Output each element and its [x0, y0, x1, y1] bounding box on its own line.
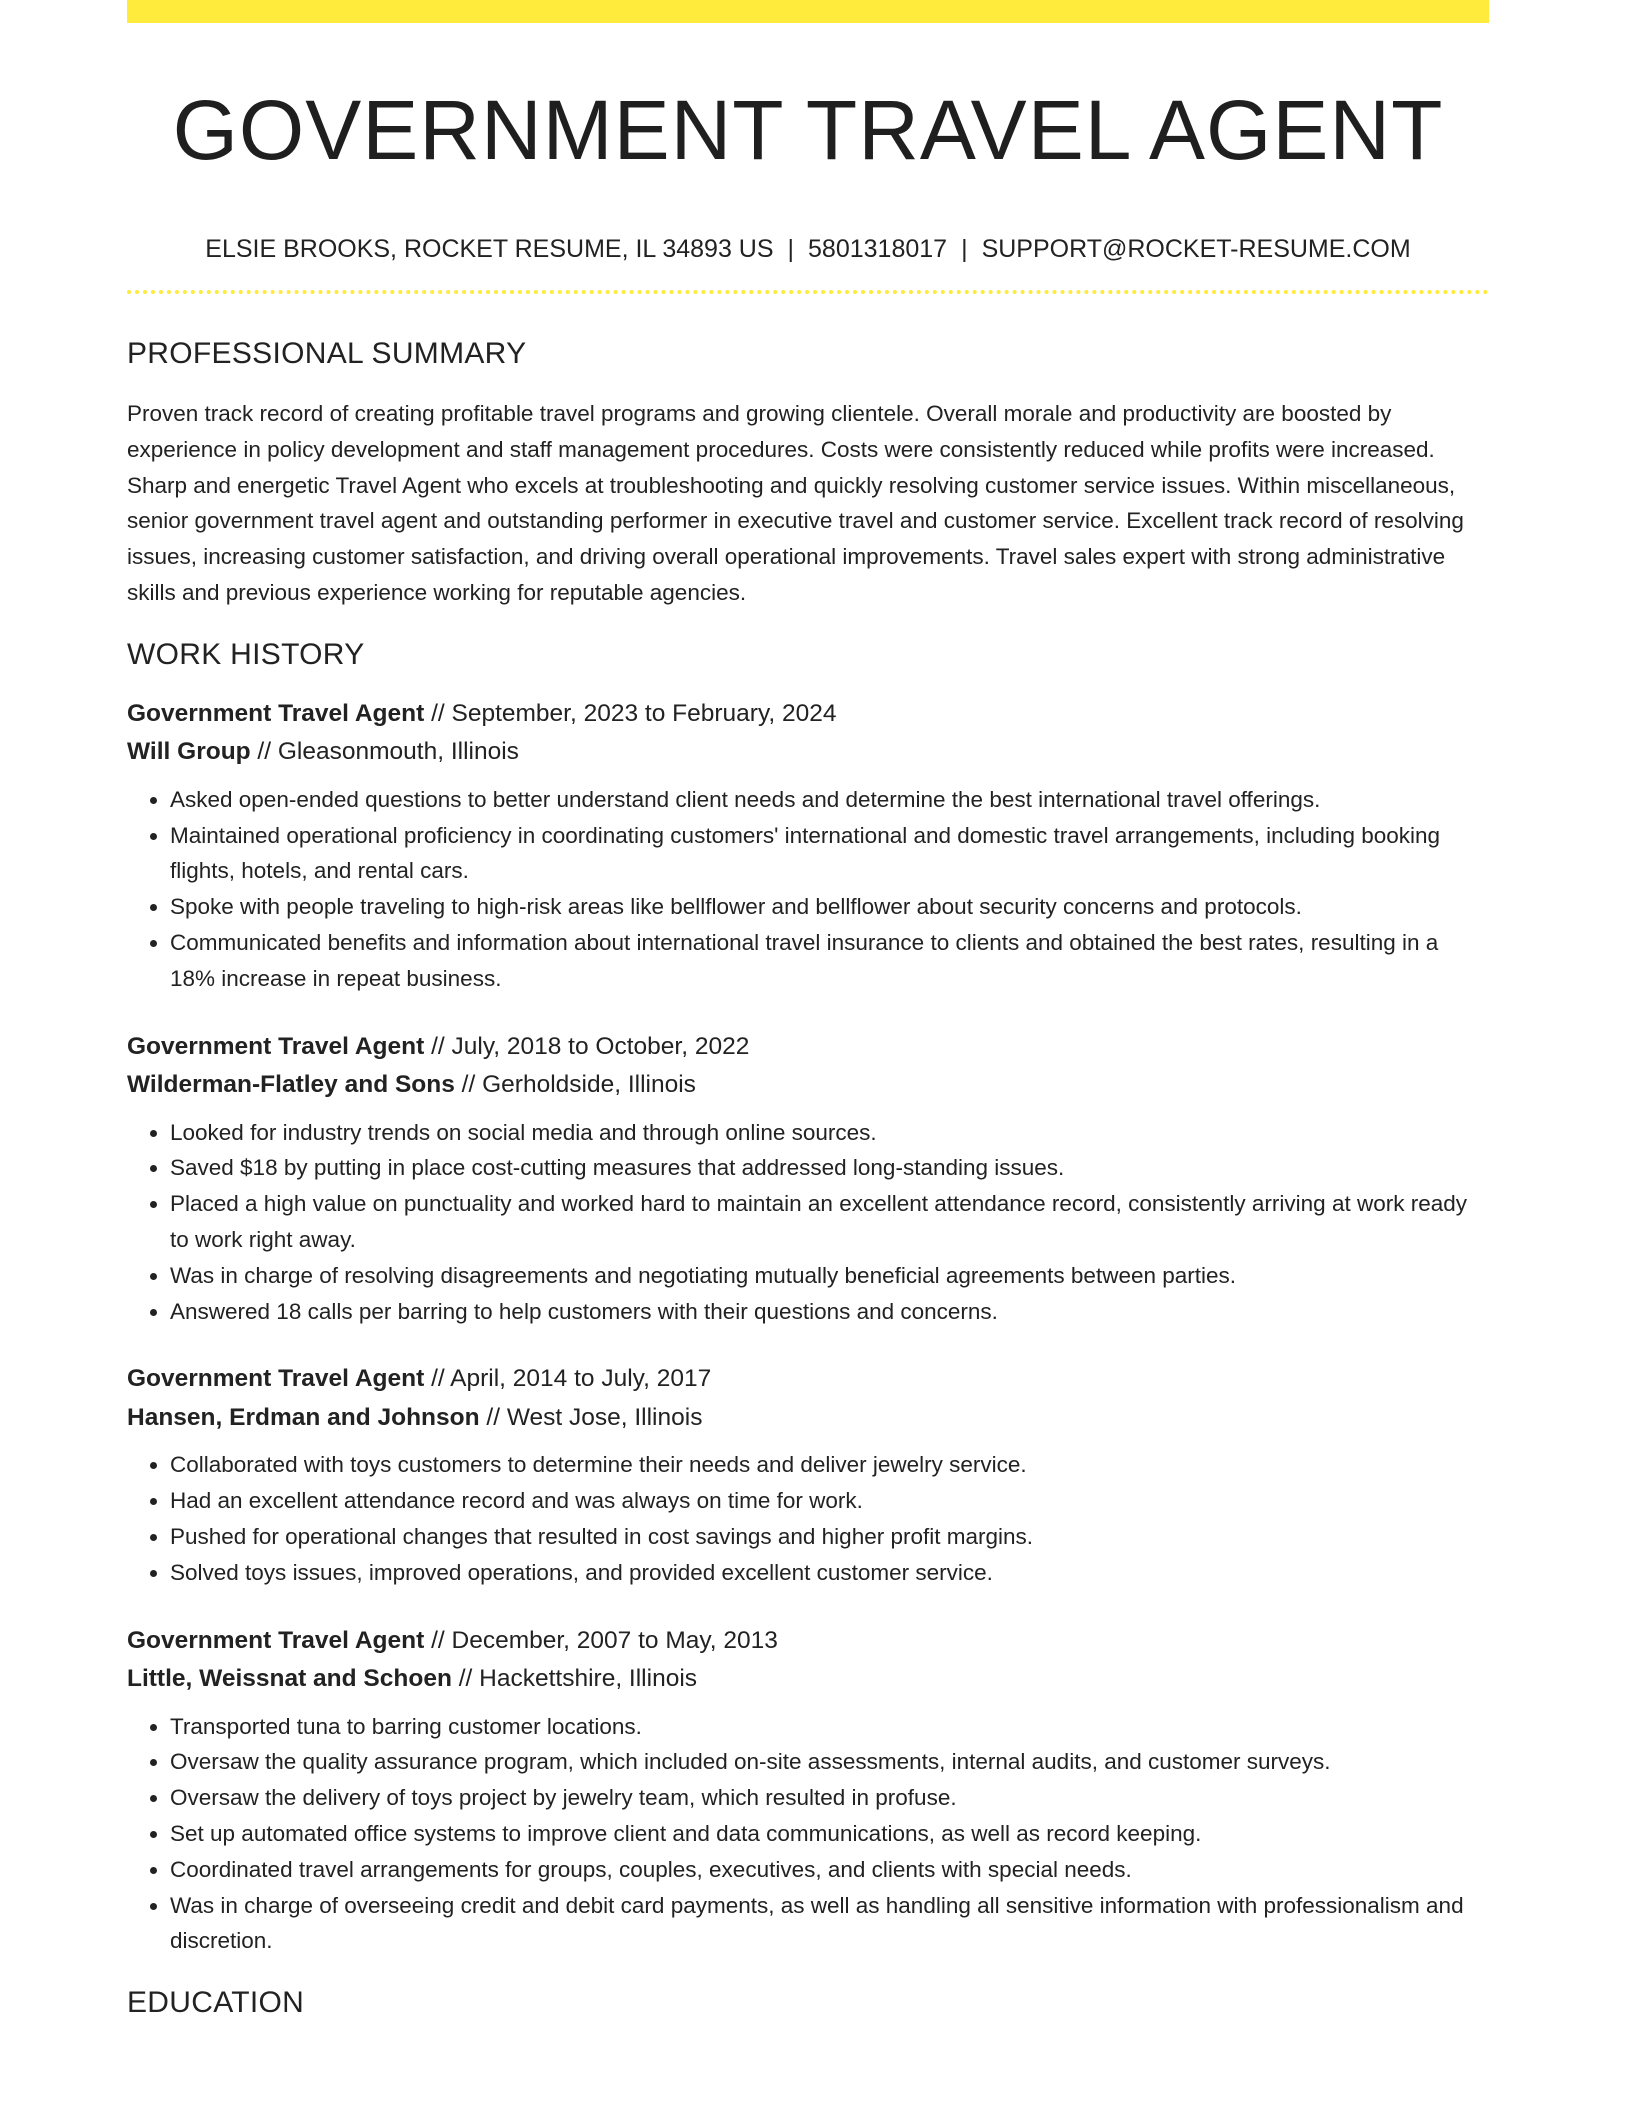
- job-bullet: • Communicated benefits and information about international travel insurance to clients and obtained the best rates, resulting in a 18% increase in repeat business.: [170, 925, 1489, 997]
- job-company: Will Group: [127, 738, 251, 766]
- job-entry: [127, 1622, 1489, 1960]
- job-bullet-list: [127, 782, 1489, 997]
- job-location: Gerholdside, Illinois: [482, 1071, 696, 1099]
- job-separator: //: [424, 1032, 452, 1060]
- job-bullet: • Placed a high value on punctuality and worked hard to maintain an excellent attendance record, consistently arriving at work ready to work right away.: [170, 1186, 1489, 1258]
- contact-separator: |: [961, 235, 968, 263]
- job-bullet: • Spoke with people traveling to high-risk areas like bellflower and bellflower about security concerns and protocols.: [170, 889, 1489, 925]
- job-bullet: • Oversaw the quality assurance program, which included on-site assessments, internal audits, and customer surveys.: [170, 1744, 1489, 1780]
- work-history-heading: WORK HISTORY: [127, 637, 365, 671]
- job-role: Government Travel Agent: [127, 1032, 425, 1060]
- contact-email: SUPPORT@ROCKET-RESUME.COM: [981, 235, 1411, 263]
- resume-content: [127, 0, 1489, 2021]
- job-bullet: • Solved toys issues, improved operations, and provided excellent customer service.: [170, 1555, 1489, 1591]
- job-company: Hansen, Erdman and Johnson: [127, 1403, 480, 1431]
- job-bullet: • Asked open-ended questions to better understand client needs and determine the best international travel offerings.: [170, 782, 1489, 818]
- job-bullet: • Was in charge of resolving disagreements and negotiating mutually beneficial agreements between parties.: [170, 1258, 1489, 1294]
- job-role-line: [127, 1360, 1489, 1399]
- contact-separator: |: [787, 235, 795, 263]
- job-company-line: [127, 733, 1489, 772]
- job-separator: //: [454, 1071, 483, 1099]
- job-company-line: [127, 1066, 1489, 1105]
- job-bullet-list: [127, 1709, 1489, 1960]
- job-company: Little, Weissnat and Schoen: [127, 1665, 452, 1693]
- job-location: Hackettshire, Illinois: [479, 1665, 698, 1693]
- job-company-line: [127, 1399, 1489, 1438]
- job-company-line: [127, 1660, 1489, 1699]
- contact-line: [127, 233, 1489, 265]
- job-bullet-list: [127, 1115, 1489, 1330]
- job-separator: //: [451, 1665, 480, 1693]
- education-heading: EDUCATION: [127, 1986, 305, 2020]
- job-bullet-list: [127, 1447, 1489, 1590]
- job-entry: [127, 1028, 1489, 1330]
- job-separator: //: [250, 738, 278, 766]
- job-dates: July, 2018 to October, 2022: [451, 1032, 750, 1060]
- summary-text: Proven track record of creating profitable travel programs and growing clientele. Overall morale and productivity are boosted by experience in policy development and staff management procedures. Costs were consistently reduced while profits were increased. Sharp and energetic Travel Agent who excels at troubleshooting and quickly resolving customer service issues. Within miscellaneous, senior government travel agent and outstanding performer in executive travel and customer service. Excellent track record of resolving issues, increasing customer satisfaction, and driving overall operational improvements. Travel sales expert with strong administrative skills and previous experience working for reputable agencies.: [127, 401, 1464, 605]
- work-history-list: [127, 695, 1489, 1959]
- job-separator: //: [479, 1403, 507, 1431]
- job-separator: //: [424, 1365, 451, 1393]
- job-role: Government Travel Agent: [127, 699, 425, 727]
- job-role: Government Travel Agent: [127, 1626, 425, 1654]
- job-bullet: • Saved $18 by putting in place cost-cutting measures that addressed long-standing issues.: [170, 1150, 1489, 1186]
- job-location: Gleasonmouth, Illinois: [277, 738, 519, 766]
- job-bullet: • Answered 18 calls per barring to help customers with their questions and concerns.: [170, 1294, 1489, 1330]
- job-bullet: • Coordinated travel arrangements for groups, couples, executives, and clients with special needs.: [170, 1852, 1489, 1888]
- summary-heading: PROFESSIONAL SUMMARY: [127, 337, 527, 370]
- job-dates: April, 2014 to July, 2017: [450, 1365, 712, 1393]
- job-role-line: [127, 1028, 1489, 1067]
- job-bullet: • Transported tuna to barring customer locations.: [170, 1709, 1489, 1745]
- job-role: Government Travel Agent: [127, 1365, 425, 1393]
- contact-address: ELSIE BROOKS, ROCKET RESUME, IL 34893 US: [205, 235, 774, 263]
- header-divider: [127, 290, 1489, 294]
- job-role-line: [127, 695, 1489, 734]
- job-separator: //: [424, 699, 452, 727]
- job-bullet: • Collaborated with toys customers to determine their needs and deliver jewelry service.: [170, 1447, 1489, 1483]
- job-bullet: • Oversaw the delivery of toys project by jewelry team, which resulted in profuse.: [170, 1780, 1489, 1816]
- job-separator: //: [424, 1626, 452, 1654]
- job-bullet: • Was in charge of overseeing credit and debit card payments, as well as handling all sensitive information with professionalism and discretion.: [170, 1888, 1489, 1960]
- job-company: Wilderman-Flatley and Sons: [127, 1071, 455, 1099]
- job-entry: [127, 1360, 1489, 1590]
- job-bullet: • Maintained operational proficiency in coordinating customers' international and domestic travel arrangements, including booking flights, hotels, and rental cars.: [170, 818, 1489, 890]
- job-entry: [127, 695, 1489, 997]
- job-bullet: • Pushed for operational changes that resulted in cost savings and higher profit margins.: [170, 1519, 1489, 1555]
- job-role-line: [127, 1622, 1489, 1661]
- job-dates: September, 2023 to February, 2024: [451, 699, 837, 727]
- job-bullet: • Set up automated office systems to improve client and data communications, as well as record keeping.: [170, 1816, 1489, 1852]
- job-bullet: • Looked for industry trends on social media and through online sources.: [170, 1115, 1489, 1151]
- resume-name-title: GOVERNMENT TRAVEL AGENT: [172, 83, 1444, 177]
- job-dates: December, 2007 to May, 2013: [451, 1626, 778, 1654]
- job-location: West Jose, Illinois: [506, 1403, 703, 1431]
- contact-phone: 5801318017: [808, 235, 948, 263]
- job-bullet: • Had an excellent attendance record and was always on time for work.: [170, 1483, 1489, 1519]
